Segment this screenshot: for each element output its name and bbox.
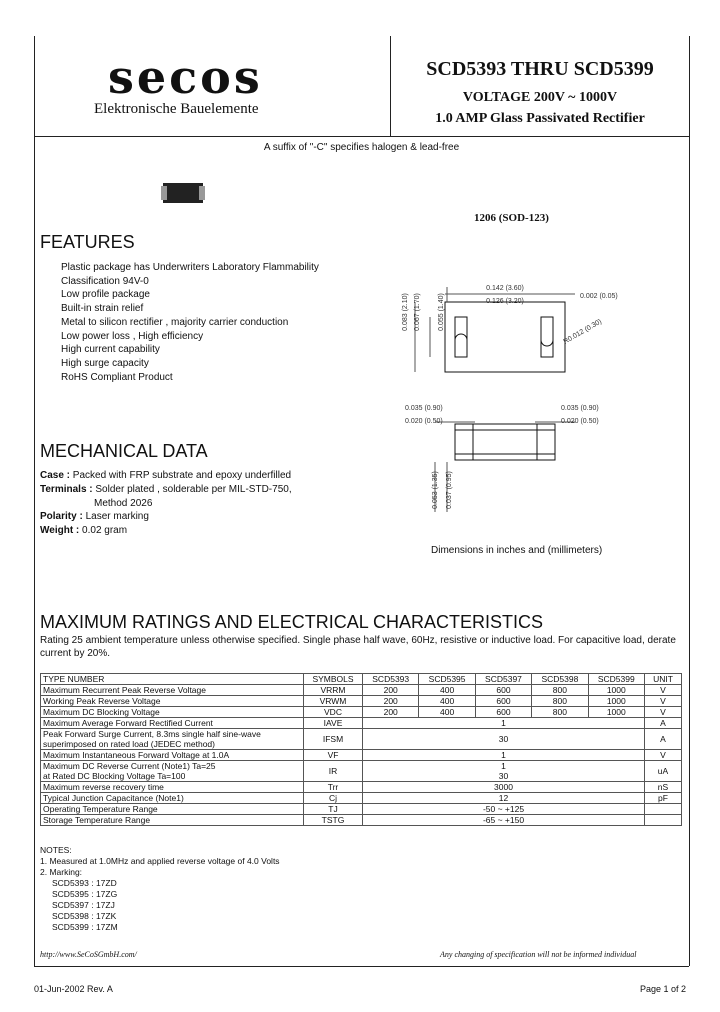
table-cell: 1000 (588, 696, 644, 707)
table-cell: 1000 (588, 707, 644, 718)
list-item: Built-in strain relief (61, 303, 144, 315)
dim-lead-min-right: 0.020 (0.50) (561, 418, 599, 425)
table-cell: 600 (475, 696, 531, 707)
table-cell: uA (645, 761, 682, 782)
note-1: 1. Measured at 1.0MHz and applied reverse voltage of 4.0 Volts (40, 856, 280, 866)
table-cell: A (645, 729, 682, 750)
table-row (41, 815, 682, 826)
table-cell: 800 (532, 685, 588, 696)
dim-length-min: 0.126 (3.20) (486, 298, 524, 305)
dim-thickness-max: 0.053 (1.35) (432, 471, 439, 509)
table-cell: Maximum DC Blocking Voltage (41, 707, 304, 718)
table-row (41, 696, 682, 707)
table-cell: VRRM (304, 685, 363, 696)
ratings-table (40, 673, 682, 826)
ratings-note: Rating 25 ambient temperature unless otherwise specified. Single phase half wave, 60Hz, resistive or inductive load. For capacitive load, derate current by 20%. (40, 635, 676, 659)
table-cell: 800 (532, 707, 588, 718)
page-number: Page 1 of 2 (640, 984, 687, 994)
table-cell: Operating Temperature Range (41, 804, 304, 815)
header-divider (390, 36, 391, 136)
dim-height-max: 0.083 (2.10) (402, 293, 409, 331)
table-cell: 3000 (363, 782, 645, 793)
col-header: SCD5397 (475, 674, 531, 685)
table-cell: Cj (304, 793, 363, 804)
dim-lead-max-left: 0.035 (0.90) (405, 405, 443, 412)
table-cell: 30 (498, 771, 509, 781)
case-text: Packed with FRP substrate and epoxy underfilled (70, 470, 292, 481)
header-bottom-rule (34, 136, 689, 137)
table-cell: pF (645, 793, 682, 804)
list-item: Classification 94V-0 (61, 275, 149, 287)
table-cell: VDC (304, 707, 363, 718)
table-cell: -65 ~ +150 (363, 815, 645, 826)
package-photo-icon (163, 183, 203, 203)
table-cell: Maximum reverse recovery time (41, 782, 304, 793)
table-cell: 800 (532, 696, 588, 707)
package-label: 1206 (SOD-123) (474, 212, 549, 224)
product-description: 1.0 AMP Glass Passivated Rectifier (435, 111, 645, 126)
table-cell: Peak Forward Surge Current, 8.3ms single half sine-wave (43, 729, 261, 739)
table-row (41, 761, 682, 782)
table-cell: V (645, 750, 682, 761)
page-title: SCD5393 THRU SCD5399 (426, 58, 654, 80)
col-header: SCD5393 (363, 674, 419, 685)
list-item: High surge capacity (61, 357, 149, 369)
table-cell: 1000 (588, 685, 644, 696)
company-tagline: Elektronische Bauelemente (94, 101, 259, 117)
polarity-label: Polarity : (40, 511, 83, 523)
list-item: SCD5395 : 17ZG (52, 889, 118, 899)
table-cell: at Rated DC Blocking Voltage Ta=100 (43, 771, 186, 781)
table-cell: 400 (419, 685, 475, 696)
table-cell: 600 (475, 685, 531, 696)
table-cell: Maximum DC Reverse Current (Note1) Ta=25 (43, 761, 216, 771)
col-header: SCD5395 (419, 674, 475, 685)
col-header: SYMBOLS (304, 674, 363, 685)
table-cell: VRWM (304, 696, 363, 707)
table-cell: -50 ~ +125 (363, 804, 645, 815)
revision-date: 01-Jun-2002 Rev. A (34, 984, 113, 994)
table-cell: IFSM (304, 729, 363, 750)
table-cell: Trr (304, 782, 363, 793)
mechanical-heading: MECHANICAL DATA (40, 441, 208, 461)
dim-lead-max-right: 0.035 (0.90) (561, 405, 599, 412)
table-cell: 600 (475, 707, 531, 718)
notes-section (40, 845, 280, 933)
features-heading: FEATURES (40, 232, 135, 252)
mechanical-data (40, 469, 292, 538)
table-cell: 30 (363, 729, 645, 750)
list-item: High current capability (61, 344, 160, 356)
list-item: RoHS Compliant Product (61, 371, 173, 383)
table-cell: 200 (363, 707, 419, 718)
weight-label: Weight : (40, 525, 80, 537)
features-list (61, 261, 319, 384)
list-item: Low power loss , High efficiency (61, 330, 204, 342)
table-cell: 200 (363, 696, 419, 707)
dim-offset: 0.002 (0.05) (580, 293, 618, 300)
table-cell: Maximum Recurrent Peak Reverse Voltage (41, 685, 304, 696)
table-cell: Storage Temperature Range (41, 815, 304, 826)
table-row (41, 804, 682, 815)
package-dimension-drawing (395, 262, 635, 522)
col-header: UNIT (645, 674, 682, 685)
weight-text: 0.02 gram (79, 525, 128, 537)
table-cell: A (645, 718, 682, 729)
list-item: SCD5398 : 17ZK (52, 911, 117, 921)
terminals-text: Solder plated , solderable per MIL-STD-750, (92, 483, 292, 495)
list-item: SCD5397 : 17ZJ (52, 900, 115, 910)
col-header: SCD5398 (532, 674, 588, 685)
table-cell: Typical Junction Capacitance (Note1) (41, 793, 304, 804)
table-cell: superimposed on rated load (JEDEC method) (43, 739, 215, 749)
dim-height-min: 0.067 (1.70) (414, 293, 421, 331)
notes-heading: NOTES: (40, 845, 72, 855)
company-url-link[interactable]: http://www.SeCoSGmbH.com/ (40, 950, 137, 959)
table-cell: 400 (419, 696, 475, 707)
table-cell: Maximum Instantaneous Forward Voltage at 1.0A (41, 750, 304, 761)
table-cell: TSTG (304, 815, 363, 826)
note-2: 2. Marking: (40, 867, 83, 877)
suffix-note: A suffix of "-C" specifies halogen & lead-free (263, 142, 460, 153)
table-cell: 1 (501, 761, 506, 771)
table-cell: 400 (419, 707, 475, 718)
change-notice: Any changing of specification will not be informed individual (440, 950, 637, 959)
table-cell: 12 (363, 793, 645, 804)
footer-rule (34, 966, 689, 967)
table-cell: TJ (304, 804, 363, 815)
table-cell (645, 815, 682, 826)
table-cell: Maximum Average Forward Rectified Current (41, 718, 304, 729)
dim-lead-min-left: 0.020 (0.50) (405, 418, 443, 425)
voltage-range: VOLTAGE 200V ~ 1000V (462, 90, 618, 105)
ratings-heading: MAXIMUM RATINGS AND ELECTRICAL CHARACTERISTICS (40, 612, 544, 632)
case-label: Case : (40, 470, 71, 481)
table-cell: IR (304, 761, 363, 782)
table-cell: 1 (363, 718, 645, 729)
dimension-note: Dimensions in inches and (millimeters) (431, 545, 603, 556)
dim-pad-width: 0.055 (1.40) (438, 293, 445, 331)
table-row (41, 782, 682, 793)
table-cell: V (645, 685, 682, 696)
list-item: SCD5399 : 17ZM (52, 922, 118, 932)
dim-length-max: 0.142 (3.60) (486, 285, 524, 292)
dim-thickness-min: 0.037 (0.95) (446, 471, 453, 509)
table-row (41, 729, 682, 750)
list-item: SCD5393 : 17ZD (52, 878, 117, 888)
col-header: TYPE NUMBER (41, 674, 304, 685)
table-cell: 200 (363, 685, 419, 696)
table-cell: V (645, 707, 682, 718)
polarity-text: Laser marking (82, 511, 149, 523)
table-cell (645, 804, 682, 815)
terminals-text-2: Method 2026 (94, 497, 153, 509)
terminals-label: Terminals : (40, 483, 93, 495)
dim-radius: R0.012 (0.30) (562, 318, 604, 346)
col-header: SCD5399 (588, 674, 644, 685)
table-row (41, 707, 682, 718)
table-row (41, 793, 682, 804)
company-logo: secos (108, 50, 263, 104)
list-item: Metal to silicon rectifier , majority carrier conduction (61, 316, 289, 328)
table-cell: VF (304, 750, 363, 761)
table-cell: nS (645, 782, 682, 793)
table-row (41, 685, 682, 696)
table-cell: 1 (363, 750, 645, 761)
table-row (41, 750, 682, 761)
table-cell: V (645, 696, 682, 707)
table-row (41, 718, 682, 729)
table-cell: Working Peak Reverse Voltage (41, 696, 304, 707)
table-cell: IAVE (304, 718, 363, 729)
list-item: Plastic package has Underwriters Laboratory Flammability (61, 262, 319, 273)
list-item: Low profile package (61, 289, 150, 301)
table-header-row (41, 674, 682, 685)
